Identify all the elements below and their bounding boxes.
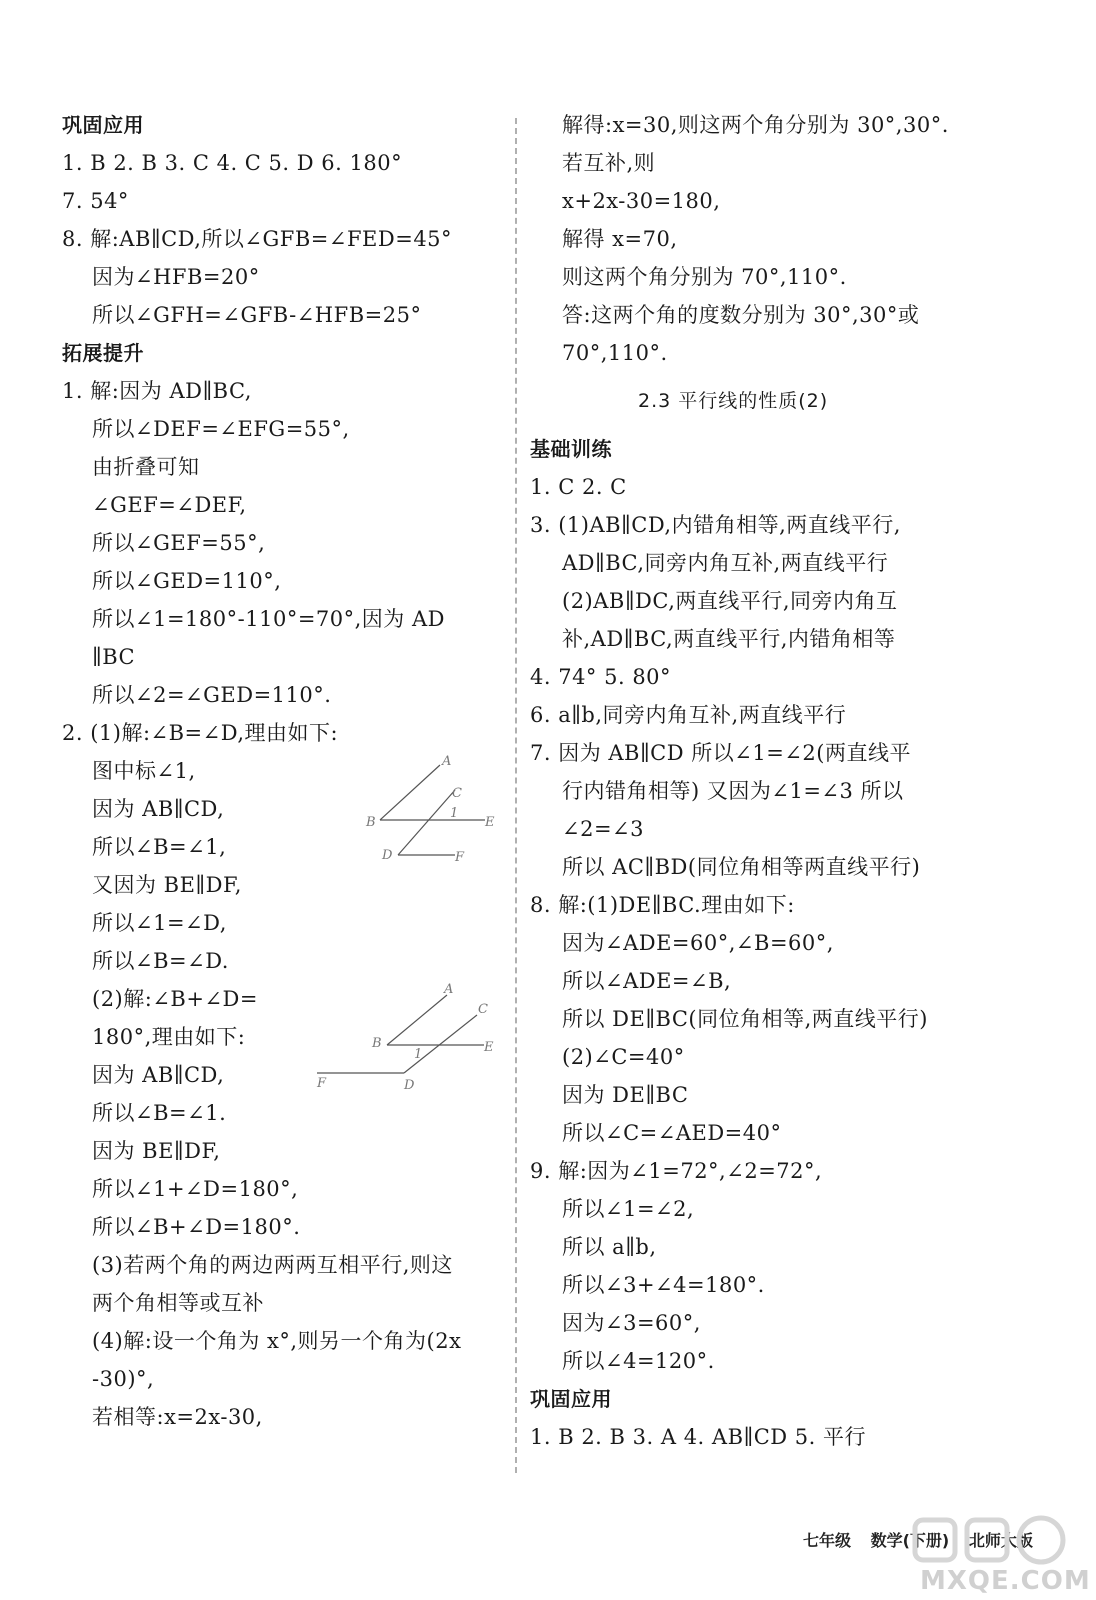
footer-grade: 七年级 xyxy=(803,1531,852,1550)
answer-line: (4)解:设一个角为 x°,则另一个角为(2x xyxy=(92,1329,462,1353)
answer-line: 若互补,则 xyxy=(562,151,656,175)
answer-line: 所以∠1=∠D, xyxy=(92,911,227,935)
answer-line: 由折叠可知 xyxy=(92,455,200,479)
figure-label: D xyxy=(382,848,393,863)
figure-label: D xyxy=(404,1078,415,1093)
answer-line: 因为 BE∥DF, xyxy=(92,1139,221,1163)
section-heading-extension: 拓展提升 xyxy=(62,341,144,365)
answer-line: 8. 解:(1)DE∥BC.理由如下: xyxy=(530,893,795,917)
answer-line: -30)°, xyxy=(92,1367,155,1391)
watermark-text: MXQE.COM xyxy=(920,1566,1091,1596)
figure-label: F xyxy=(455,850,465,865)
answer-line: 所以∠B+∠D=180°. xyxy=(92,1215,301,1239)
answer-line: 所以∠1=∠2, xyxy=(562,1197,695,1221)
answer-line: 7. 54° xyxy=(62,189,129,213)
figure-label: A xyxy=(442,754,452,769)
answer-line: 因为 AB∥CD, xyxy=(92,1063,225,1087)
answer-line: 70°,110°. xyxy=(562,341,668,365)
answer-line: 答:这两个角的度数分别为 30°,30°或 xyxy=(562,303,920,327)
figure-line-cd xyxy=(404,1015,477,1073)
answer-line: 4. 74° 5. 80° xyxy=(530,665,672,689)
figure-label: 1 xyxy=(450,806,459,821)
answer-line: 所以∠B=∠1, xyxy=(92,835,227,859)
answer-line: 所以∠4=120°. xyxy=(562,1349,715,1373)
answer-line: ∠2=∠3 xyxy=(562,817,645,841)
answer-line: 所以 AC∥BD(同位角相等两直线平行) xyxy=(562,855,921,879)
answer-line: 所以∠GFH=∠GFB-∠HFB=25° xyxy=(92,303,422,327)
answer-line: 1. B 2. B 3. A 4. AB∥CD 5. 平行 xyxy=(530,1425,866,1449)
figure-label: E xyxy=(485,815,495,830)
figure-label: C xyxy=(478,1002,488,1017)
answer-line: 9. 解:因为∠1=72°,∠2=72°, xyxy=(530,1159,823,1183)
answer-line: 所以∠1+∠D=180°, xyxy=(92,1177,299,1201)
figure-line-dc xyxy=(398,790,455,855)
answer-line: (2)AB∥DC,两直线平行,同旁内角互 xyxy=(562,589,898,613)
answer-line: 所以∠B=∠D. xyxy=(92,949,229,973)
figure-label: A xyxy=(444,982,454,997)
answer-line: 若相等:x=2x-30, xyxy=(92,1405,263,1429)
answer-line: (2)解:∠B+∠D= xyxy=(92,987,258,1011)
answer-line: ∥BC xyxy=(92,645,136,669)
answer-line: 3. (1)AB∥CD,内错角相等,两直线平行, xyxy=(530,513,901,537)
answer-line: 所以∠C=∠AED=40° xyxy=(562,1121,782,1145)
footer-edition: 北师大版 xyxy=(968,1531,1033,1550)
answer-line: 7. 因为 AB∥CD 所以∠1=∠2(两直线平 xyxy=(530,741,911,765)
answer-line: 所以∠ADE=∠B, xyxy=(562,969,732,993)
column-divider xyxy=(515,118,517,1473)
answer-line: 因为∠3=60°, xyxy=(562,1311,701,1335)
answer-line: 因为∠ADE=60°,∠B=60°, xyxy=(562,931,834,955)
answer-line: 所以∠GEF=55°, xyxy=(92,531,266,555)
answer-line: x+2x-30=180, xyxy=(562,189,721,213)
answer-line: ∠GEF=∠DEF, xyxy=(92,493,247,517)
answer-line: AD∥BC,同旁内角互补,两直线平行 xyxy=(562,551,889,575)
answer-line: 行内错角相等) 又因为∠1=∠3 所以 xyxy=(562,779,904,803)
answer-line: 解得:x=30,则这两个角分别为 30°,30°. xyxy=(562,113,949,137)
answer-line: 2. (1)解:∠B=∠D,理由如下: xyxy=(62,721,339,745)
answer-line: 则这两个角分别为 70°,110°. xyxy=(562,265,847,289)
section-heading-basic: 基础训练 xyxy=(530,437,612,461)
parallel-lines-figure-2 xyxy=(312,982,502,1095)
figure-label: B xyxy=(366,815,376,830)
figure-label: B xyxy=(372,1036,382,1051)
answer-line: 所以 DE∥BC(同位角相等,两直线平行) xyxy=(562,1007,928,1031)
answer-line: 又因为 BE∥DF, xyxy=(92,873,242,897)
figure-label: E xyxy=(484,1040,494,1055)
parallel-lines-figure-1 xyxy=(360,755,505,865)
answer-line: 1. 解:因为 AD∥BC, xyxy=(62,379,252,403)
answer-line: 8. 解:AB∥CD,所以∠GFB=∠FED=45° xyxy=(62,227,453,251)
figure-label: 1 xyxy=(414,1047,423,1062)
figure-label: C xyxy=(452,786,462,801)
answer-line: 两个角相等或互补 xyxy=(92,1291,264,1315)
answer-line: 所以∠B=∠1. xyxy=(92,1101,227,1125)
answer-line: 所以∠3+∠4=180°. xyxy=(562,1273,765,1297)
answer-line: 1. B 2. B 3. C 4. C 5. D 6. 180° xyxy=(62,151,403,175)
answer-line: 所以∠GED=110°, xyxy=(92,569,282,593)
answer-line: 所以∠2=∠GED=110°. xyxy=(92,683,332,707)
answer-line: 补,AD∥BC,两直线平行,内错角相等 xyxy=(562,627,896,651)
answer-line: 180°,理由如下: xyxy=(92,1025,246,1049)
figure-label: F xyxy=(317,1076,327,1091)
section-heading-consolidate: 巩固应用 xyxy=(530,1387,612,1411)
answer-line: 因为 AB∥CD, xyxy=(92,797,225,821)
answer-line: (3)若两个角的两边两两互相平行,则这 xyxy=(92,1253,453,1277)
answer-line: 1. C 2. C xyxy=(530,475,627,499)
section-title: 2.3 平行线的性质(2) xyxy=(638,390,829,412)
section-heading-consolidate: 巩固应用 xyxy=(62,113,144,137)
answer-line: 解得 x=70, xyxy=(562,227,678,251)
answer-line: 所以∠DEF=∠EFG=55°, xyxy=(92,417,350,441)
answer-line: 所以 a∥b, xyxy=(562,1235,657,1259)
answer-line: 6. a∥b,同旁内角互补,两直线平行 xyxy=(530,703,847,727)
answer-line: 因为 DE∥BC xyxy=(562,1083,689,1107)
figure-line-ba xyxy=(380,765,440,820)
answer-line: 所以∠1=180°-110°=70°,因为 AD xyxy=(92,607,445,631)
figure-line-ba xyxy=(387,995,447,1045)
answer-line: 图中标∠1, xyxy=(92,759,196,783)
answer-line: (2)∠C=40° xyxy=(562,1045,685,1069)
answer-line: 因为∠HFB=20° xyxy=(92,265,260,289)
footer-subject: 数学(下册) xyxy=(870,1531,950,1550)
